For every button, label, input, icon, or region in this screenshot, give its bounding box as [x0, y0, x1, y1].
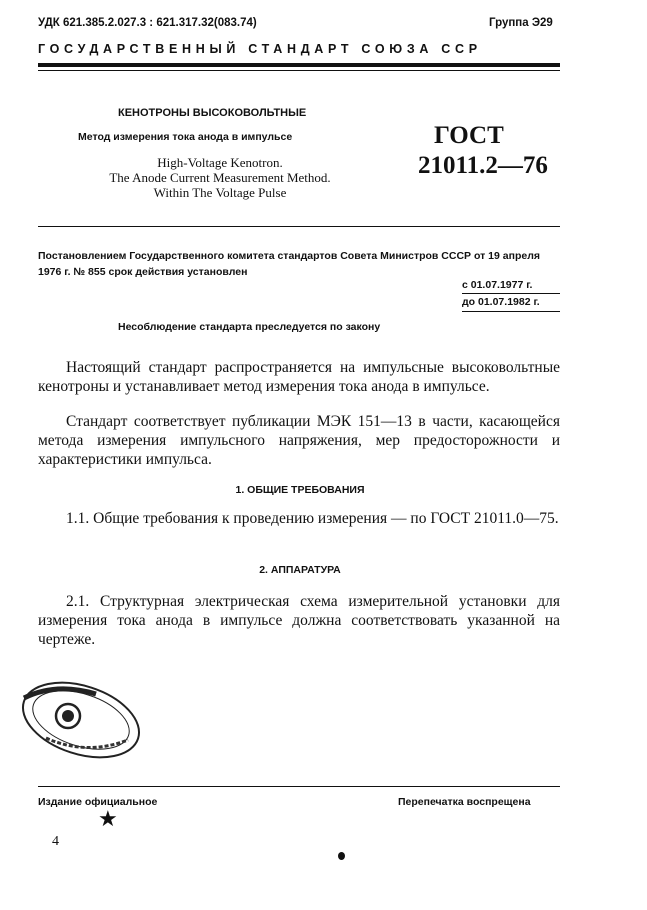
document-subtitle-ru: Метод измерения тока анода в импульсе	[78, 131, 293, 143]
footer-rule	[38, 786, 560, 787]
reprint-note: Перепечатка воспрещена	[398, 796, 531, 808]
dot-mark	[338, 852, 345, 860]
header-rule-thin	[38, 70, 560, 71]
title-en-line: High-Voltage Kenotron.	[157, 155, 283, 170]
title-en-line: Within The Voltage Pulse	[153, 185, 287, 200]
gost-label: ГОСТ	[434, 122, 504, 149]
date-underline	[462, 311, 560, 312]
document-title-en	[70, 155, 370, 200]
validity-date-to: до 01.07.1982 г.	[462, 296, 540, 308]
edition-note: Издание официальное	[38, 796, 158, 808]
udk-code: УДК 621.385.2.027.3 : 621.317.32(083.74)	[38, 17, 257, 29]
date-underline	[462, 293, 560, 294]
gost-number: 21011.2—76	[418, 152, 548, 179]
enforcement-notice: Несоблюдение стандарта преследуется по закону	[118, 321, 381, 333]
body-paragraph: 1.1. Общие требования к проведению измерения — по ГОСТ 21011.0—75.	[66, 510, 559, 527]
section-heading: 1. ОБЩИЕ ТРЕБОВАНИЯ	[235, 484, 365, 496]
body-paragraph: 2.1. Структурная электрическая схема измерительной установки для измерения тока анода в импульсе должна соответствовать указанной на чертеже.	[38, 593, 560, 648]
section-divider	[38, 226, 560, 227]
document-title-ru: КЕНОТРОНЫ ВЫСОКОВОЛЬТНЫЕ	[118, 107, 307, 119]
body-paragraph: Стандарт соответствует публикации МЭК 151—13 в части, касающейся метода измерения импульсного напряжения, мер предосторожности и характеристики импульса.	[38, 413, 560, 468]
title-en-line: The Anode Current Measurement Method.	[109, 170, 331, 185]
library-stamp-icon	[16, 680, 146, 760]
body-paragraph: Настоящий стандарт распространяется на импульсные высоковольтные кенотроны и устанавливает метод измерения тока анода в импульсе.	[38, 359, 560, 395]
decree-text: Постановлением Государственного комитета стандартов Совета Министров СССР от 19 апреля 1976 г. № 855 срок действия установлен	[38, 250, 541, 278]
page-number: 4	[52, 834, 59, 849]
group-code: Группа Э29	[489, 17, 553, 29]
header-rule-thick	[38, 63, 560, 67]
validity-date-from: с 01.07.1977 г.	[462, 279, 533, 291]
section-heading: 2. АППАРАТУРА	[259, 564, 341, 576]
state-standard-banner: ГОСУДАРСТВЕННЫЙ СТАНДАРТ СОЮЗА ССР	[38, 42, 482, 56]
star-icon: ★	[98, 806, 118, 831]
